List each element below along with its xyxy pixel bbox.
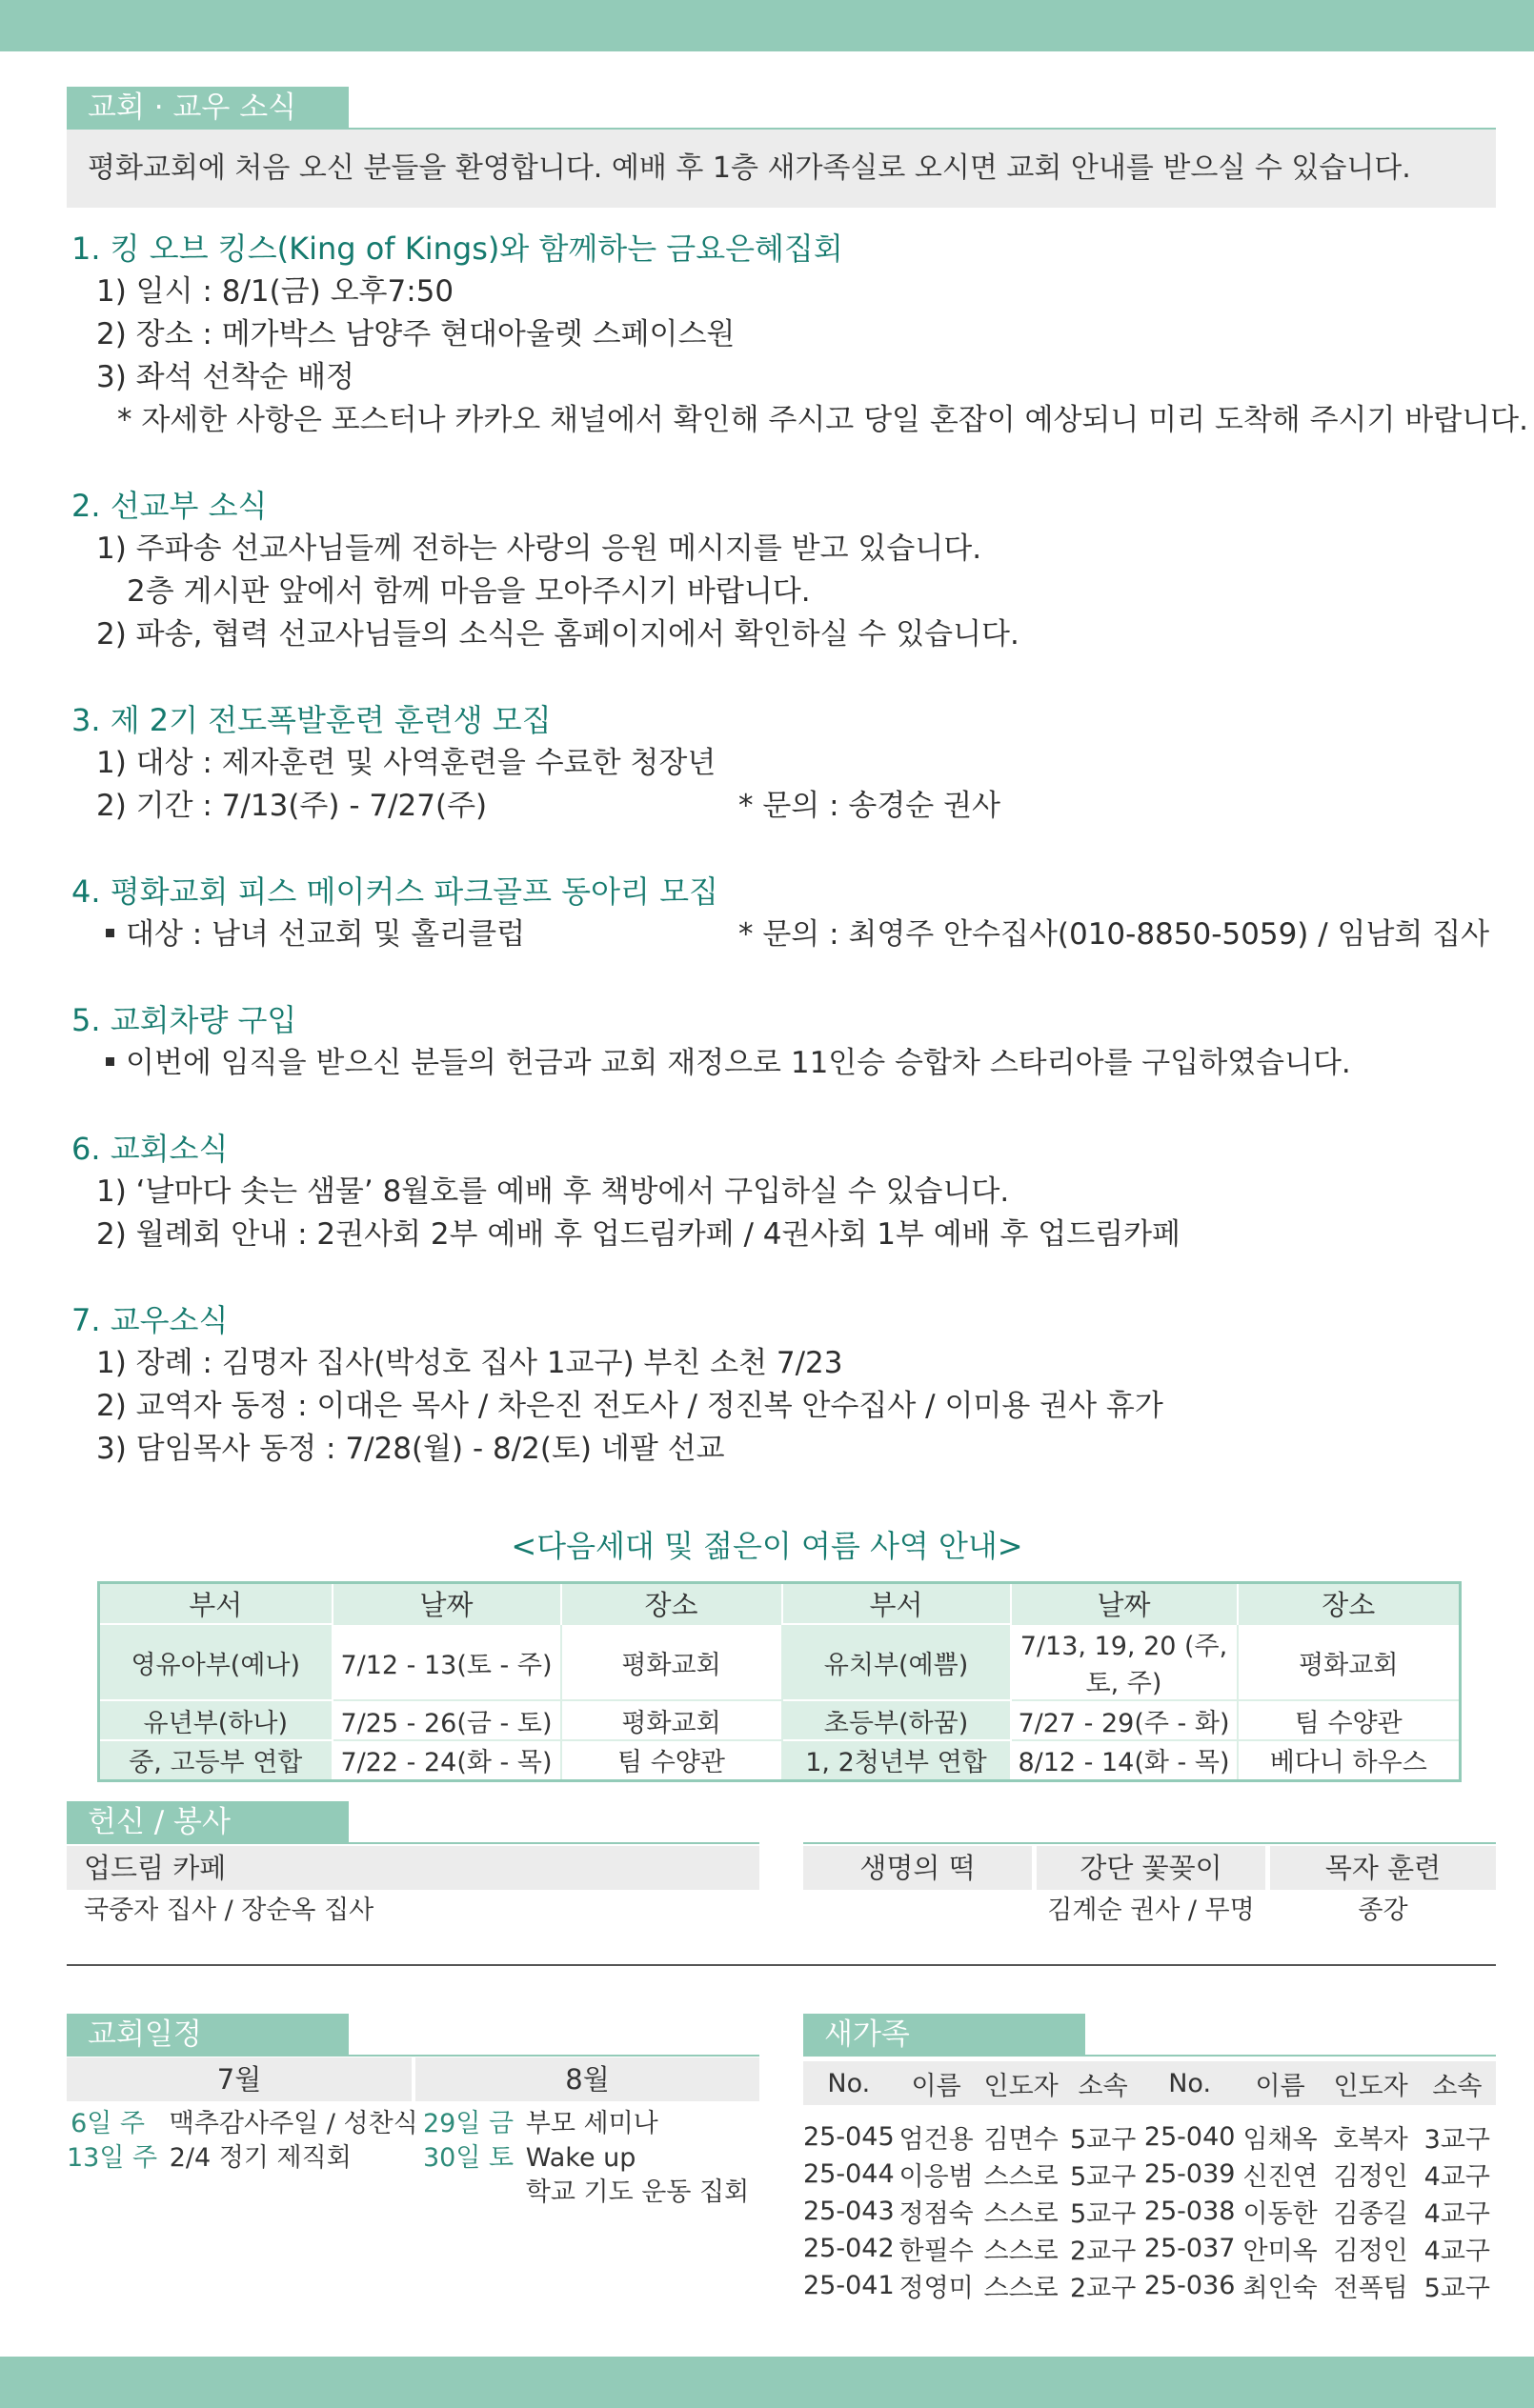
event-title: 부모 세미나: [525, 2109, 658, 2138]
news-line: 2) 파송, 협력 선교사님들의 소식은 홈페이지에서 확인하실 수 있습니다.: [96, 617, 1019, 652]
column-header: 장소: [561, 1583, 782, 1625]
section-tab-calendar: 교회일정: [67, 2014, 349, 2056]
news-line: [71, 1042, 1482, 1085]
news-line-text: 이번에 임직을 받으신 분들의 헌금과 교회 재정으로 11인승 승합차 스타리아를 구입하였습니다.: [126, 1046, 1351, 1080]
divider: [67, 1964, 1496, 1966]
table-cell: 팀 수양관: [561, 1740, 782, 1780]
column-header: 소속: [1078, 2071, 1128, 2101]
table-cell: 전폭팀: [1333, 2274, 1408, 2303]
news-heading: 3. 제 2기 전도폭발훈련 훈련생 모집: [71, 702, 552, 738]
table-cell: 안미옥: [1242, 2237, 1318, 2266]
news-heading: 7. 교우소식: [71, 1302, 229, 1338]
table-cell: 이응범: [898, 2162, 974, 2192]
news-line-text: 대상 : 남녀 선교회 및 홀리클럽: [126, 917, 526, 952]
table-cell: 신진연: [1242, 2162, 1318, 2192]
flower-names: 김계순 권사 / 무명: [1047, 1896, 1255, 1925]
news-line: 1) 일시 : 8/1(금) 오후7:50: [96, 274, 454, 309]
column-header: No.: [827, 2068, 871, 2098]
table-cell: 25-042: [803, 2234, 895, 2263]
table-cell: 평화교회: [561, 1700, 782, 1740]
table-cell: 7/27 - 29(주 - 화): [1011, 1700, 1238, 1740]
bread-label: 생명의 떡: [803, 1846, 1032, 1890]
column-header: 인도자: [1333, 2071, 1408, 2101]
news-heading: 4. 평화교회 피스 메이커스 파크골프 동아리 모집: [71, 873, 718, 910]
table-cell: 25-038: [1143, 2197, 1236, 2226]
news-line: 2층 게시판 앞에서 함께 마음을 모아주시기 바랍니다.: [127, 574, 811, 609]
table-cell: 25-037: [1143, 2234, 1236, 2263]
section-line-service-right: [803, 1842, 1496, 1844]
august-header: 8월: [415, 2057, 759, 2101]
column-header: 장소: [1238, 1583, 1461, 1625]
table-cell: 정점숙: [898, 2199, 974, 2229]
column-header: 인도자: [983, 2071, 1059, 2101]
table-cell: 5교구: [1069, 2125, 1137, 2155]
section-tab-service: 헌신 / 봉사: [67, 1801, 349, 1843]
table-cell: 유년부(하나): [99, 1700, 333, 1740]
table-cell: 베다니 하우스: [1238, 1740, 1461, 1780]
table-cell: 엄건용: [898, 2125, 974, 2155]
flower-label: 강단 꽃꽂이: [1037, 1846, 1265, 1890]
table-cell: 한필수: [898, 2237, 974, 2266]
news-line: 1) ‘날마다 솟는 샘물’ 8월호를 예배 후 책방에서 구입하실 수 있습니다.: [96, 1174, 1010, 1209]
table-cell: 평화교회: [561, 1624, 782, 1700]
news-heading: 5. 교회차량 구입: [71, 1002, 297, 1038]
table-cell: 스스로: [983, 2237, 1059, 2266]
table-cell: 7/22 - 24(화 - 목): [333, 1740, 561, 1780]
table-cell: 2교구: [1069, 2274, 1137, 2303]
table-row: [803, 2105, 1496, 2118]
event-date: 29일 금: [423, 2109, 515, 2138]
table-cell: 4교구: [1423, 2162, 1490, 2192]
table-cell: 7/13, 19, 20 (주, 토, 주): [1011, 1624, 1238, 1700]
table-cell: 5교구: [1069, 2162, 1137, 2192]
cafe-names: 국중자 집사 / 장순옥 집사: [84, 1896, 374, 1925]
table-cell: 8/12 - 14(화 - 목): [1011, 1740, 1238, 1780]
news-item: [71, 484, 1482, 656]
pastor-training-label: 목자 훈련: [1270, 1846, 1496, 1890]
table-row: [803, 2267, 1496, 2304]
table-cell: 5교구: [1423, 2274, 1490, 2303]
contact-note: * 문의 : 송경순 권사: [738, 789, 1000, 823]
table-row: [99, 1700, 1461, 1740]
table-cell: 25-040: [1143, 2122, 1236, 2152]
news-line: 1) 대상 : 제자훈련 및 사역훈련을 수료한 청장년: [96, 746, 717, 780]
table-cell: 25-036: [1143, 2271, 1236, 2300]
news-heading: 6. 교회소식: [71, 1131, 229, 1167]
table-cell: 7/25 - 26(금 - 토): [333, 1700, 561, 1740]
section-tab-new-family: 새가족: [803, 2014, 1085, 2056]
table-cell: 김정인: [1333, 2237, 1408, 2266]
welcome-banner: 평화교회에 처음 오신 분들을 환영합니다. 예배 후 1층 새가족실로 오시면 교회 안내를 받으실 수 있습니다.: [67, 130, 1496, 208]
table-cell: 평화교회: [1238, 1624, 1461, 1700]
column-header: 날짜: [333, 1583, 561, 1625]
event-date: 30일 토: [423, 2143, 515, 2173]
news-line: 3) 담임목사 동정 : 7/28(월) - 8/2(토) 네팔 선교: [96, 1432, 725, 1466]
table-cell: 최인숙: [1242, 2274, 1318, 2303]
column-header: 이름: [1255, 2071, 1305, 2101]
top-band: [0, 0, 1534, 51]
calendar-event: [67, 2107, 418, 2141]
table-cell: 25-043: [803, 2197, 895, 2226]
calendar-event: [67, 2141, 352, 2176]
table-cell: 5교구: [1069, 2199, 1137, 2229]
news-heading: 2. 선교부 소식: [71, 488, 268, 524]
table-cell: 7/12 - 13(토 - 주): [333, 1624, 561, 1700]
column-header: 소속: [1432, 2071, 1483, 2101]
section-line-service: [67, 1842, 759, 1844]
pastor-training-names: 종강: [1358, 1896, 1408, 1925]
table-row: [803, 2230, 1496, 2267]
table-cell: 중, 고등부 연합: [99, 1740, 333, 1780]
news-line: 2) 월례회 안내 : 2권사회 2부 예배 후 업드림카페 / 4권사회 1부 예배 후 업드림카페: [96, 1217, 1181, 1252]
bullet-icon: [106, 929, 114, 937]
news-item: [71, 1127, 1482, 1256]
news-item: [71, 1298, 1482, 1471]
news-line: [71, 913, 1490, 956]
table-cell: 초등부(하꿈): [782, 1700, 1011, 1740]
column-header: 부서: [99, 1583, 333, 1625]
column-header: 이름: [911, 2071, 961, 2101]
table-cell: 임채옥: [1242, 2125, 1318, 2155]
table-cell: 김면수: [983, 2125, 1059, 2155]
section-tab-news: 교회 · 교우 소식: [67, 87, 349, 129]
news-line: 1) 주파송 선교사님들께 전하는 사랑의 응원 메시지를 받고 있습니다.: [96, 532, 982, 566]
table-cell: 스스로: [983, 2162, 1059, 2192]
section-line-new-family: [803, 2055, 1496, 2057]
section-line-calendar: [67, 2055, 759, 2057]
event-title: 2/4 정기 제직회: [169, 2143, 352, 2173]
table-row: [99, 1624, 1461, 1700]
news-item: [71, 870, 1490, 956]
news-line: 2) 교역자 동정 : 이대은 목사 / 차은진 전도사 / 정진복 안수집사 / 이미용 권사 휴가: [96, 1389, 1163, 1423]
table-header-row: [99, 1583, 1461, 1625]
calendar-event: [423, 2107, 658, 2141]
news-note: * 자세한 사항은 포스터나 카카오 채널에서 확인해 주시고 당일 혼잡이 예상되니 미리 도착해 주시기 바랍니다.: [117, 403, 1528, 437]
table-cell: 3교구: [1423, 2125, 1490, 2155]
summer-schedule-table: [97, 1581, 1462, 1782]
table-cell: 4교구: [1423, 2237, 1490, 2266]
table-cell: 유치부(예쁨): [782, 1624, 1011, 1700]
table-cell: 김종길: [1333, 2199, 1408, 2229]
table-row: [99, 1740, 1461, 1780]
column-header: 날짜: [1011, 1583, 1238, 1625]
calendar-event: [423, 2141, 636, 2176]
news-line: 1) 장례 : 김명자 집사(박성호 집사 1교구) 부친 소천 7/23: [96, 1346, 843, 1380]
table-cell: 25-041: [803, 2271, 895, 2300]
event-title: 맥추감사주일 / 성찬식: [169, 2109, 418, 2138]
table-cell: 김정인: [1333, 2162, 1408, 2192]
table-cell: 팀 수양관: [1238, 1700, 1461, 1740]
table-cell: 25-044: [803, 2159, 895, 2189]
table-cell: 이동한: [1242, 2199, 1318, 2229]
event-date: 13일 주: [67, 2143, 158, 2173]
contact-note: * 문의 : 최영주 안수집사(010-8850-5059) / 임남희 집사: [738, 917, 1490, 952]
news-line: 2) 장소 : 메가박스 남양주 현대아울렛 스페이스원: [96, 317, 736, 351]
table-row: [803, 2156, 1496, 2193]
event-title: Wake up: [525, 2143, 636, 2173]
column-header: 부서: [782, 1583, 1011, 1625]
table-row: [803, 2118, 1496, 2156]
table-cell: 스스로: [983, 2199, 1059, 2229]
news-item: [71, 998, 1482, 1085]
table-cell: 정영미: [898, 2274, 974, 2303]
event-date: 6일 주: [71, 2109, 145, 2138]
table-cell: 25-045: [803, 2122, 895, 2152]
news-list: [71, 227, 1528, 1513]
calendar-event: [423, 2176, 749, 2210]
new-family-table: [803, 2061, 1496, 2304]
spacer: [803, 2105, 1496, 2118]
event-title: 학교 기도 운동 집회: [525, 2177, 750, 2207]
table-cell: 호복자: [1333, 2125, 1408, 2155]
news-item: [71, 227, 1528, 442]
cafe-label: 업드림 카페: [67, 1846, 759, 1890]
news-line-text: 2) 기간 : 7/13(주) - 7/27(주): [96, 789, 488, 823]
news-line: 3) 좌석 선착순 배정: [96, 360, 355, 394]
table-cell: 영유아부(예나): [99, 1624, 333, 1700]
column-header: No.: [1168, 2068, 1212, 2098]
july-header: 7월: [67, 2057, 412, 2101]
news-item: [71, 698, 1482, 828]
table-header-row: [803, 2061, 1496, 2105]
table-cell: 1, 2청년부 연합: [782, 1740, 1011, 1780]
news-line: [71, 785, 1482, 828]
bullet-icon: [106, 1057, 114, 1066]
table-cell: 2교구: [1069, 2237, 1137, 2266]
summer-table-title: <다음세대 및 젊은이 여름 사역 안내>: [511, 1528, 1023, 1564]
table-cell: 스스로: [983, 2274, 1059, 2303]
bottom-band: [0, 2357, 1534, 2408]
table-row: [803, 2193, 1496, 2230]
table-cell: 25-039: [1143, 2159, 1236, 2189]
news-heading: 1. 킹 오브 킹스(King of Kings)와 함께하는 금요은혜집회: [71, 231, 843, 267]
table-cell: 4교구: [1423, 2199, 1490, 2229]
